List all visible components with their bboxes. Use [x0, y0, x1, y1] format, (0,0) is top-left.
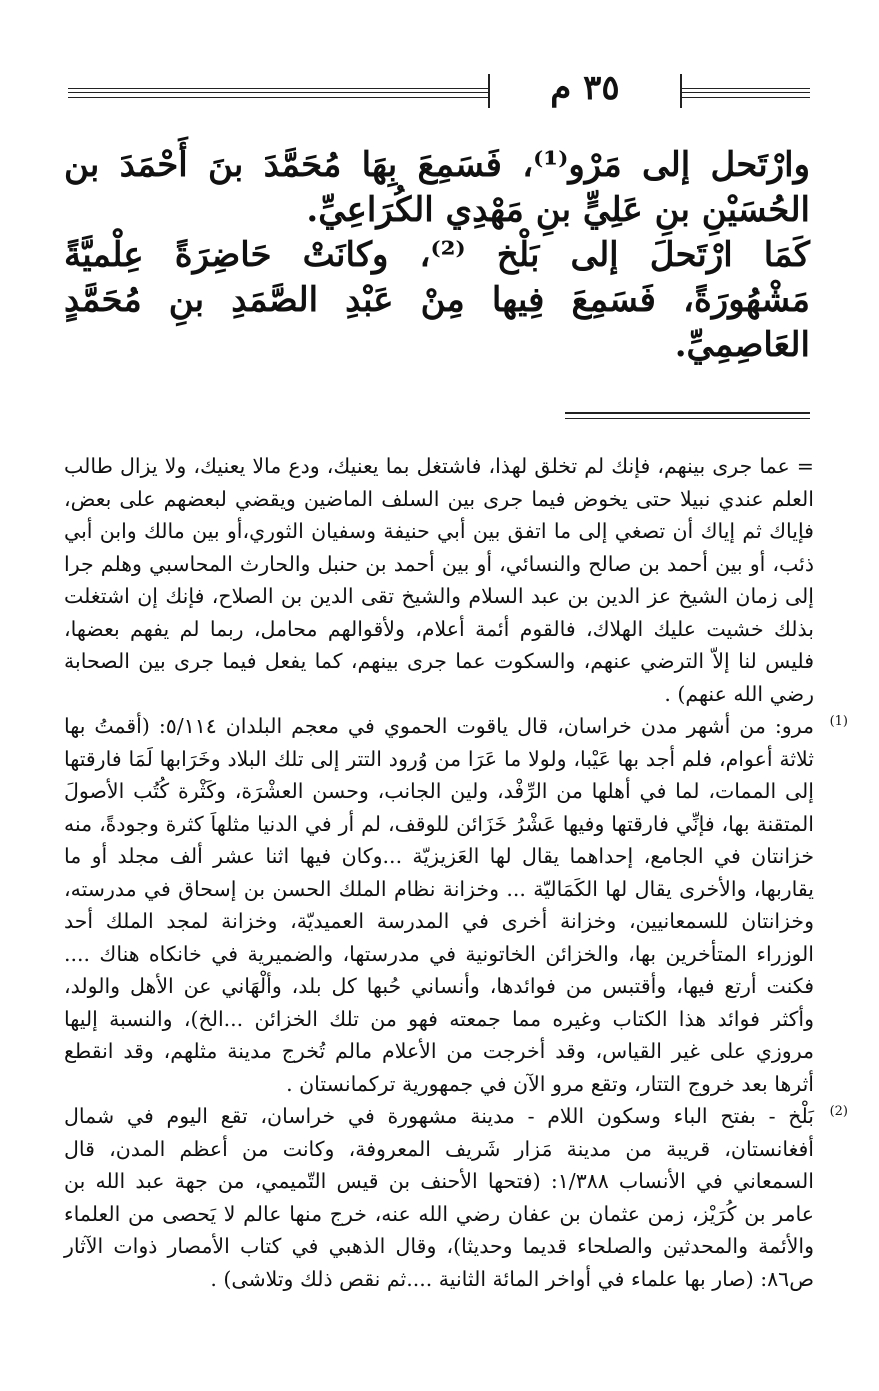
header-rule-right	[682, 88, 810, 98]
footnote-1-number: (1)	[829, 714, 848, 729]
page-number: ٣٥ م	[550, 68, 620, 108]
header-bar-left	[488, 74, 490, 108]
page-header	[68, 68, 810, 114]
main-paragraph-2: كَمَا ارْتَحلَ إلى بَلْخ ⁽²⁾، وكانَتْ حَاضِرَةً عِلْميَّةً مَشْهُورَةً، فَسَمِعَ فِيها مِنْ عَبْدِ الصَّمَدِ بنِ مُحَمَّدٍ العَاصِمِيِّ.	[64, 235, 810, 365]
footnotes	[64, 450, 848, 1295]
footnote-2-number: (2)	[829, 1104, 848, 1119]
footnote-1	[64, 710, 848, 1100]
main-text	[64, 143, 810, 368]
header-rule-left	[68, 88, 488, 98]
footnote-2-text: بَلْخ - بفتح الباء وسكون اللام - مدينة مشهورة في خراسان، تقع اليوم في شمال أفغانستان، قريبة من مدينة مَزار شَريف المعروفة، وكانت من أعظم المدن، قال السمعاني في الأنساب ١/٣٨٨: (فتحها الأحنف بن قيس التّميمي، من جهة عبد الله بن عامر بن كُرَيْز، زمن عثمان بن عفان رضي الله عنه، خرج منها عالم لا يَحصى من العلماء والأئمة والمحدثين والصلحاء قديما وحديثا)، وقال الذهبي في كتاب الأمصار ذوات الآثار ص٨٦: (صار بها علماء في أواخر المائة الثانية ....ثم نقص ذلك وتلاشى) .	[64, 1104, 814, 1291]
main-paragraph-1: وارْتَحل إلى مَرْو⁽¹⁾، فَسَمِعَ بِهَا مُحَمَّدَ بنَ أَحْمَدَ بن الحُسَيْنِ بنِ عَلِيٍّ بنِ مَهْدِي الكُرَاعِيِّ.	[64, 145, 810, 230]
footnote-continuation: = عما جرى بينهم، فإنك لم تخلق لهذا، فاشتغل بما يعنيك، ودع مالا يعنيك، ولا يزال طالب العلم عندي نبيلا حتى يخوض فيما جرى بين السلف الماضين ويقضي لبعضهم على بعض، فإياك ثم إياك أن تصغي إلى ما اتفق بين أبي حنيفة وسفيان الثوري،أو بين مالك وابن أبي ذئب، أو بين أحمد بن صالح والنسائي، أو بين أحمد بن حنبل والحارث المحاسبي وهلم جرا إلى زمان الشيخ عز الدين بن عبد السلام والشيخ تقى الدين بن الصلاح، فإنك إن اشتغلت بذلك خشيت عليك الهلاك، فالقوم أئمة أعلام، ولأقوالهم محامل، ربما لم يفهم بعضها، فليس لنا إلاّ الترضي عنهم، والسكوت عما جرى بينهم، كما يفعل فيما جرى بين الصحابة رضي الله عنهم) .	[64, 454, 814, 706]
footnote-1-text: مرو: من أشهر مدن خراسان، قال ياقوت الحموي في معجم البلدان ٥/١١٤: (أقمتُ بها ثلاثة أعوام، فلم أجد بها عَيْبا، ولولا ما عَرَا من وُرود التتر إلى تلك البلاد وخَرَابها لَمَا فارقتها إلى الممات، لما في أهلها من الرِّفْد، ولين الجانب، وحسن العشْرَة، وكَثْرة كُتُب الأصولَ المتقنة بها، فإنِّي فارقتها وفيها عَشْرُ خَزَائن للوقف، لم أر في الدنيا مثلهاَ كثرة وجودةً، منه خزانتان في الجامع، إحداهما يقال لها العَزيزيّة ...وكان فيها اثنا عشر ألف مجلد أو ما يقاربها، والأخرى يقال لها الكَمَاليّة ... وخزانة نظام الملك الحسن بن إسحاق في مدرسته، وخزانتان للسمعانيين، وخزانة أخرى في المدرسة العميديّة، وخزانة لمجد الملك أحد الوزراء المتأخرين بها، والخزائن الخاتونية في مدرستها، والضميرية في خانكاه هناك .... فكنت أرتع فيها، وأقتبس من فوائدها، وأنساني حُبها كل بلد، وألْهَاني عن الأهل والولد، وأكثر فوائد هذا الكتاب وغيره مما جمعته فهو من تلك الخزائن ...الخ)، والنسبة إليها مروزي على غير القياس، وقد أخرجت من الأعلام مالم تُخرج مدينة مثلهم، وقد انقطع أثرها بعد خروج التتار، وتقع مرو الآن في جمهورية تركمانستان .	[64, 714, 814, 1096]
footnote-2	[64, 1100, 848, 1295]
footnote-separator	[565, 412, 810, 419]
